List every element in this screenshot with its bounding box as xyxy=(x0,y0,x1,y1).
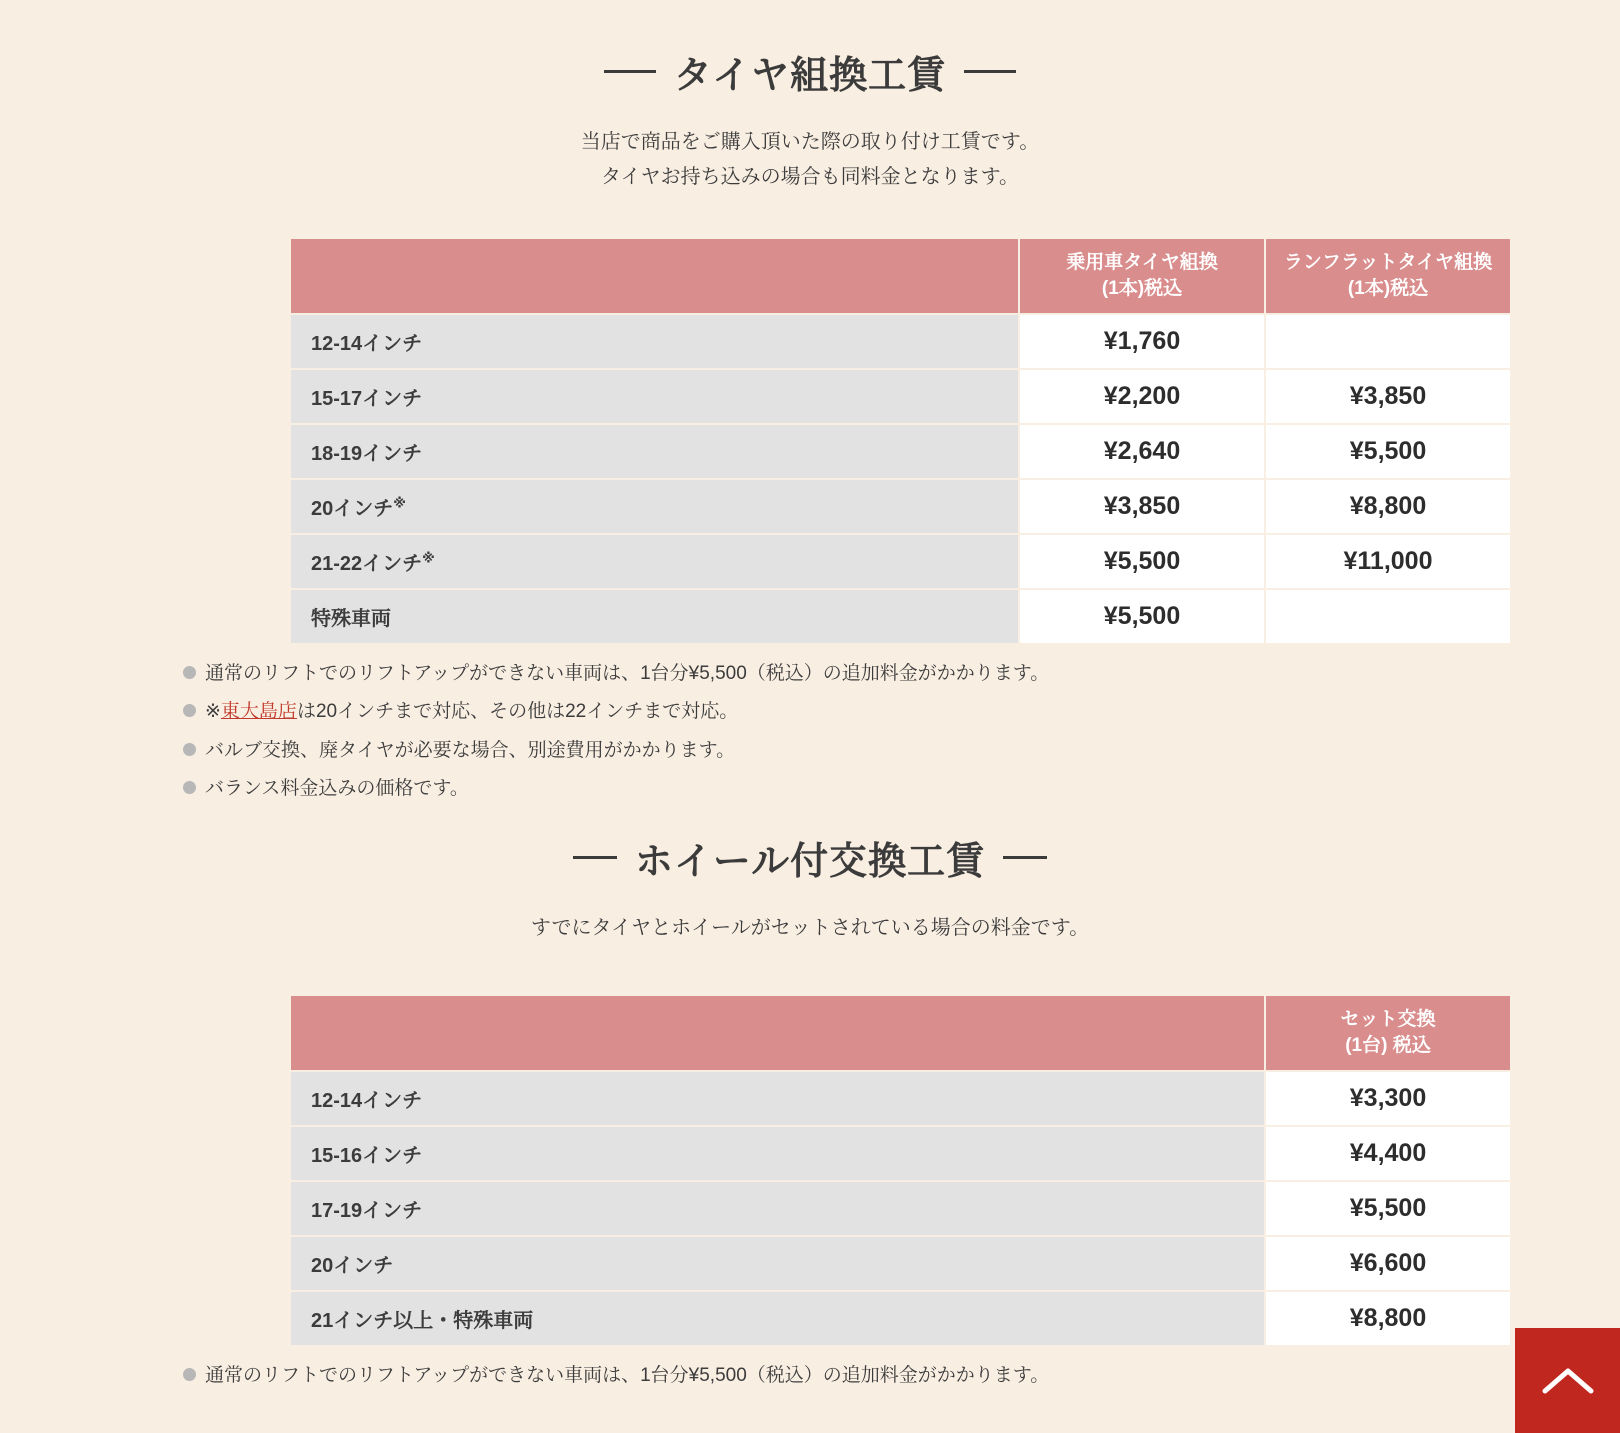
section-title-wheel xyxy=(0,830,1620,885)
heading-rule-right xyxy=(1003,856,1047,859)
table-header-row xyxy=(290,995,1511,1071)
table-row xyxy=(290,1126,1511,1181)
scroll-to-top-button[interactable] xyxy=(1515,1328,1620,1433)
row-label-text: 特殊車両 xyxy=(311,608,391,630)
row-label xyxy=(290,534,1019,589)
row-label: 12-14インチ xyxy=(290,1071,1265,1126)
note-item xyxy=(181,774,1620,803)
cell-runflat-price: ¥3,850 xyxy=(1265,369,1511,424)
table-wrapper-wheel xyxy=(0,994,1620,1347)
row-label xyxy=(290,369,1019,424)
section-lead-tire xyxy=(0,125,1620,195)
row-label xyxy=(290,314,1019,369)
page-title: タイヤ組換工賃 xyxy=(673,55,947,97)
cell-passenger-price: ¥2,200 xyxy=(1019,369,1265,424)
note-text-pre: ※ xyxy=(205,701,221,723)
heading-rule-left xyxy=(573,856,617,859)
cell-passenger-price: ¥5,500 xyxy=(1019,589,1265,644)
row-label xyxy=(290,424,1019,479)
section-title-tire xyxy=(0,44,1620,99)
cell-passenger-price: ¥5,500 xyxy=(1019,534,1265,589)
header-line-2: (1台) 税込 xyxy=(1345,1035,1431,1056)
note-text: 通常のリフトでのリフトアップができない車両は、1台分¥5,500（税込）の追加料金がかかります。 xyxy=(205,663,1050,684)
cell-runflat-price xyxy=(1265,314,1511,369)
note-text-post: は20インチまで対応、その他は22インチまで対応。 xyxy=(296,701,739,723)
page-title-secondary: ホイール付交換工賃 xyxy=(634,841,986,883)
note-item xyxy=(181,659,1620,688)
row-label-text: 21-22インチ xyxy=(311,553,423,575)
cell-set-price: ¥6,600 xyxy=(1265,1236,1511,1291)
table-row xyxy=(290,534,1511,589)
section-wheel-set-fee xyxy=(0,830,1620,1399)
cell-passenger-price: ¥3,850 xyxy=(1019,479,1265,534)
cell-set-price: ¥3,300 xyxy=(1265,1071,1511,1126)
row-label xyxy=(290,589,1019,644)
lead-line-1: すでにタイヤとホイールがセットされている場合の料金です。 xyxy=(530,917,1090,939)
table-row xyxy=(290,424,1511,479)
table-row xyxy=(290,479,1511,534)
table-row xyxy=(290,1181,1511,1236)
table-wrapper-tire xyxy=(0,237,1620,645)
header-line-1: ランフラットタイヤ組換 xyxy=(1283,252,1493,274)
row-label-mark: ※ xyxy=(393,495,406,511)
section-tire-change-fee xyxy=(0,44,1620,813)
heading-rule-right xyxy=(964,70,1016,73)
note-text: バルブ交換、廃タイヤが必要な場合、別途費用がかかります。 xyxy=(205,739,736,761)
header-line-2: (1本)税込 xyxy=(1101,278,1183,299)
cell-runflat-price: ¥8,800 xyxy=(1265,479,1511,534)
row-label-text: 20インチ xyxy=(311,498,394,520)
note-item xyxy=(181,1361,1620,1390)
table-row xyxy=(290,589,1511,644)
lead-line-1: 当店で商品をご購入頂いた際の取り付け工賃です。 xyxy=(580,131,1040,153)
note-item xyxy=(181,736,1620,765)
heading-rule-left xyxy=(604,70,656,73)
row-label: 17-19インチ xyxy=(290,1181,1265,1236)
chevron-up-icon xyxy=(1541,1365,1595,1397)
notes-list-wheel xyxy=(0,1361,1620,1390)
cell-set-price: ¥4,400 xyxy=(1265,1126,1511,1181)
cell-runflat-price: ¥11,000 xyxy=(1265,534,1511,589)
cell-runflat-price: ¥5,500 xyxy=(1265,424,1511,479)
row-label: 15-16インチ xyxy=(290,1126,1265,1181)
header-line-2: (1本)税込 xyxy=(1347,278,1429,299)
table-row xyxy=(290,369,1511,424)
cell-set-price: ¥8,800 xyxy=(1265,1291,1511,1346)
header-line-1: セット交換 xyxy=(1340,1009,1436,1031)
table-row xyxy=(290,1071,1511,1126)
notes-list-tire xyxy=(0,659,1620,804)
note-text: 通常のリフトでのリフトアップができない車両は、1台分¥5,500（税込）の追加料金がかかります。 xyxy=(205,1365,1050,1386)
note-text: バランス料金込みの価格です。 xyxy=(205,778,469,800)
table-header-runflat xyxy=(1265,238,1511,314)
price-table-tire xyxy=(289,237,1512,645)
table-row xyxy=(290,1236,1511,1291)
row-label: 21インチ以上・特殊車両 xyxy=(290,1291,1265,1346)
row-label: 20インチ xyxy=(290,1236,1265,1291)
table-row xyxy=(290,314,1511,369)
row-label-text: 15-17インチ xyxy=(311,388,423,410)
lead-line-2: タイヤお持ち込みの場合も同料金となります。 xyxy=(601,166,1019,188)
table-header-passenger xyxy=(1019,238,1265,314)
table-row xyxy=(290,1291,1511,1346)
row-label xyxy=(290,479,1019,534)
section-lead-wheel xyxy=(0,911,1620,946)
cell-passenger-price: ¥1,760 xyxy=(1019,314,1265,369)
cell-set-price: ¥5,500 xyxy=(1265,1181,1511,1236)
note-item xyxy=(181,697,1620,726)
table-header-blank xyxy=(290,995,1265,1071)
header-line-1: 乗用車タイヤ組換 xyxy=(1066,252,1218,274)
store-link-higashiojima[interactable]: 東大島店 xyxy=(220,701,297,723)
cell-passenger-price: ¥2,640 xyxy=(1019,424,1265,479)
table-header-blank xyxy=(290,238,1019,314)
cell-runflat-price xyxy=(1265,589,1511,644)
row-label-text: 12-14インチ xyxy=(311,333,423,355)
price-table-wheel xyxy=(289,994,1512,1347)
row-label-text: 18-19インチ xyxy=(311,443,423,465)
row-label-mark: ※ xyxy=(422,550,435,566)
table-header-set-exchange xyxy=(1265,995,1511,1071)
table-header-row xyxy=(290,238,1511,314)
